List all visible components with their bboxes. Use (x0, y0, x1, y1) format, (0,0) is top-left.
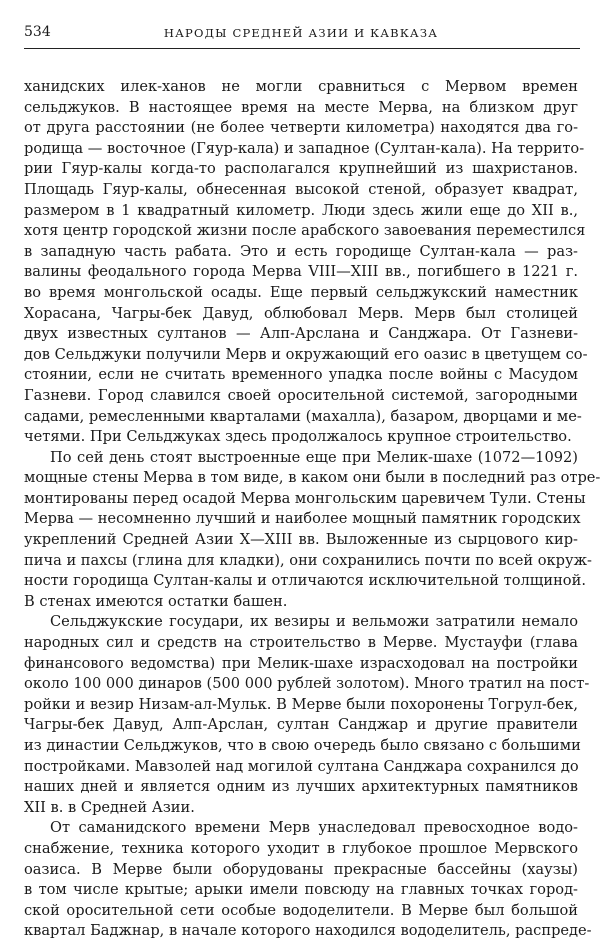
text-line: народных сил и средств на строительство в Мерве. Мустауфи (глава (24, 634, 578, 652)
text-line: оазиса. В Мерве были оборудованы прекрасные бассейны (хаузы) (24, 860, 578, 878)
text-line: дов Сельджуки получили Мерв и окружающий его оазис в цветущем со- (24, 345, 588, 363)
text-line: Чагры-бек Давуд, Алп-Арслан, султан Санджар и другие правители (24, 716, 578, 734)
text-line: в западную часть рабата. Это и есть городище Султан-кала — раз- (24, 242, 578, 260)
text-line: стоянии, если не считать временного упадка после войны с Масудом (24, 366, 578, 384)
text-line: мощные стены Мерва в том виде, в каком они были в последний раз отре- (24, 469, 600, 487)
text-line: рии Гяур-калы когда-то располагался крупнейший из шахристанов. (24, 160, 578, 178)
text-line: XII в. в Средней Азии. (24, 798, 195, 816)
text-line: ройки и везир Низам-ал-Мульк. В Мерве были похоронены Тогрул-бек, (24, 695, 578, 713)
text-line: Газневи. Город славился своей оросительной системой, загородными (24, 386, 578, 404)
text-line: из династии Сельджуков, что в свою очередь было связано с большими (24, 737, 581, 754)
text-line: сельджуков. В настоящее время на месте Мерва, на близком друг (24, 98, 578, 116)
text-line: пича и пахсы (глина для кладки), они сохранились почти по всей окруж- (24, 551, 592, 569)
text-line: монтированы перед осадой Мерва монгольским царевичем Тули. Стены (24, 489, 586, 507)
text-line: ности городища Султан-калы и отличаются исключительной толщиной. (24, 572, 586, 590)
text-line: размером в 1 квадратный километр. Люди здесь жили еще до XII в., (24, 201, 578, 219)
text-line: во время монгольской осады. Еще первый сельджукский наместник (24, 283, 578, 301)
text-line: В стенах имеются остатки башен. (24, 592, 288, 610)
text-line: от друга расстоянии (не более четверти километра) находятся два го- (24, 119, 578, 137)
text-line: в том числе крытые; арыки имели повсюду на главных точках город- (24, 881, 578, 899)
running-header (24, 24, 578, 46)
text-line: родища — восточное (Гяур-кала) и западное (Султан-кала). На террито- (24, 139, 585, 157)
text-line: около 100 000 динаров (500 000 рублей золотом). Много тратил на пост- (24, 675, 590, 693)
text-line: финансового ведомства) при Мелик-шахе израсходовал на постройки (24, 654, 578, 672)
text-line: От саманидского времени Мерв унаследовал превосходное водо- (50, 819, 578, 837)
page-body (24, 77, 600, 942)
text-line: двух известных султанов — Алп-Арслана и Санджара. От Газневи- (24, 325, 578, 343)
running-title: НАРОДЫ СРЕДНЕЙ АЗИИ И КАВКАЗА (163, 26, 439, 40)
text-line: Мерва — несомненно лучший и наиболее мощный памятник городских (24, 510, 581, 528)
text-line: Площадь Гяур-калы, обнесенная высокой стеной, образует квадрат, (24, 180, 578, 198)
text-line: Сельджукские государи, их везиры и вельможи затратили немало (50, 613, 578, 631)
text-line: квартал Баджнар, в начале которого находился вододелитель, распреде- (24, 922, 592, 940)
text-line: ской оросительной сети особые вододелители. В Мерве был большой (24, 901, 578, 919)
header-rule (24, 48, 580, 49)
text-line: По сей день стоят выстроенные еще при Мелик-шахе (1072—1092) (50, 448, 578, 466)
text-line: укреплений Средней Азии X—XIII вв. Выложенные из сырцового кир- (24, 531, 578, 549)
text-line: снабжение, техника которого уходит в глубокое прошлое Мервского (24, 839, 578, 857)
text-line: хотя центр городской жизни после арабского завоевания переместился (24, 222, 586, 240)
text-line: постройками. Мавзолей над могилой султана Санджара сохранился до (24, 757, 579, 775)
text-line: наших дней и является одним из лучших архитектурных памятников (24, 778, 578, 796)
page-number: 534 (24, 24, 51, 40)
text-line: Хорасана, Чагры-бек Давуд, облюбовал Мерв. Мерв был столицей (24, 304, 578, 322)
text-line: ханидских илек-ханов не могли сравниться с Мервом времен (24, 78, 578, 95)
text-line: валины феодального города Мерва VIII—XIII вв., погибшего в 1221 г. (24, 263, 578, 281)
text-line: садами, ремесленными кварталами (махалла), базаром, дворцами и ме- (24, 407, 582, 425)
text-line: четями. При Сельджуках здесь продолжалось крупное строительство. (24, 428, 572, 446)
